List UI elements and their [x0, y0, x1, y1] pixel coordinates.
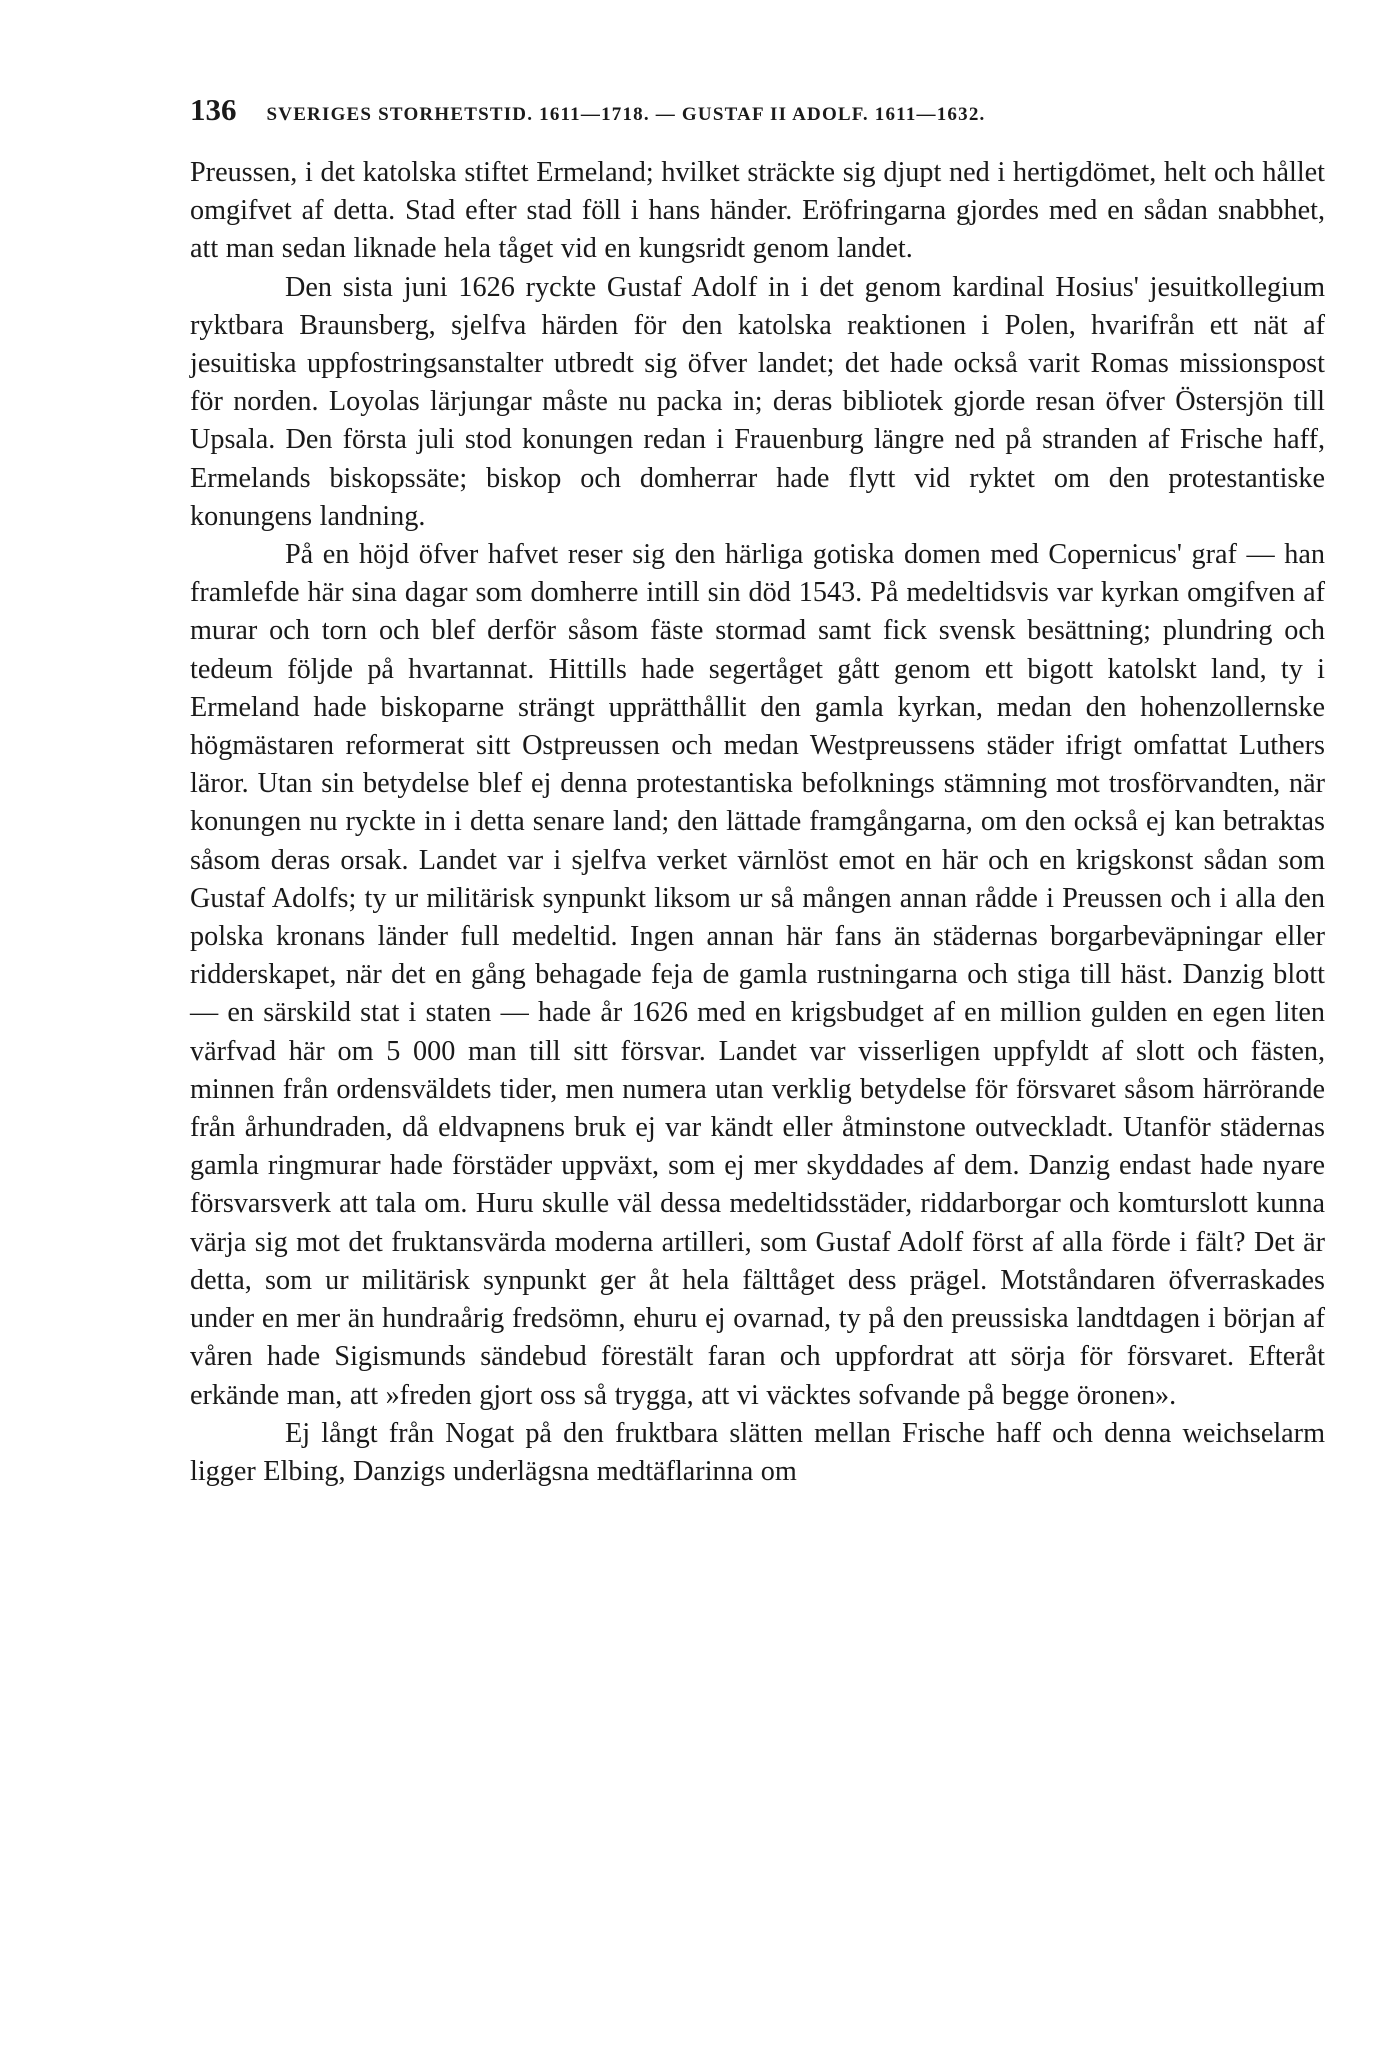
page-number: 136 — [190, 92, 237, 127]
paragraph: Den sista juni 1626 ryckte Gustaf Adolf in i det genom kardinal Hosius' jesuitkollegium ryktbara Braunsberg, sjelfva härden för den katolska reaktionen i Polen, hvarifrån ett nät af jesuitiska uppfostringsanstalter utbredt sig öfver landet; det hade också varit Romas missionspost för norden. Loyolas lärjungar måste nu packa in; deras bibliotek gjorde resan öfver Östersjön till Upsala. Den första juli stod konungen redan i Frauenburg längre ned på stranden af Frische haff, Ermelands biskopssäte; biskop och domherrar hade flytt vid ryktet om den protestantiske konungens landning. — [190, 271, 1325, 532]
page — [190, 92, 1325, 1491]
paragraph: Ej långt från Nogat på den fruktbara slätten mellan Frische haff och denna weichselarm ligger Elbing, Danzigs underlägsna medtäflarinna om — [190, 1417, 1325, 1487]
running-head — [190, 92, 1325, 132]
body-text — [190, 154, 1325, 1491]
running-head-title: SVERIGES STORHETSTID. 1611—1718. — GUSTAF II ADOLF. 1611—1632. — [266, 104, 986, 125]
paragraph: Preussen, i det katolska stiftet Ermeland; hvilket sträckte sig djupt ned i hertigdömet, helt och hållet omgifvet af detta. Stad efter stad föll i hans händer. Eröfringarna gjordes med en sådan snabbhet, att man sedan liknade hela tåget vid en kungsridt genom landet. — [190, 157, 1325, 265]
paragraph: På en höjd öfver hafvet reser sig den härliga gotiska domen med Copernicus' graf — han framlefde här sina dagar som domherre intill sin död 1543. På medeltidsvis var kyrkan omgifven af murar och torn och blef derför såsom fäste stormad samt fick svensk besättning; plundring och tedeum följde på hvartannat. Hittills hade segertåget gått genom ett bigott katolskt land, ty i Ermeland hade biskoparne strängt upprätthållit den gamla kyrkan, medan den hohenzollernske högmästaren reformerat sitt Ostpreussen och medan Westpreussens städer ifrigt omfattat Luthers läror. Utan sin betydelse blef ej denna protestantiska befolknings stämning mot trosförvandten, när konungen nu ryckte in i detta senare land; den lättade framgångarna, om den också ej kan betraktas såsom deras orsak. Landet var i sjelfva verket värnlöst emot en här och en krigskonst sådan som Gustaf Adolfs; ty ur militärisk synpunkt liksom ur så mången annan rådde i Preussen och i alla den polska kronans länder full medeltid. Ingen annan här fans än städernas borgarbeväpningar eller ridderskapet, när det en gång behagade feja de gamla rustningarna och stiga till häst. Danzig blott — en särskild stat i staten — hade år 1626 med en krigsbudget af en million gulden en egen liten värfvad här om 5 000 man till sitt försvar. Landet var visserligen uppfyldt af slott och fästen, minnen från ordensväldets tider, men numera utan verklig betydelse för försvaret såsom härrörande från århundraden, då eldvapnens bruk ej var kändt eller åtminstone outveckladt. Utanför städernas gamla ringmurar hade förstäder uppväxt, som ej mer skyddades af dem. Danzig endast hade nyare försvarsverk att tala om. Huru skulle väl dessa medeltidsstäder, riddarborgar och komturslott kunna värja sig mot det fruktansvärda moderna artilleri, som Gustaf Adolf först af alla förde i fält? Det är detta, som ur militärisk synpunkt ger åt hela fälttåget dess prägel. Motståndaren öfverraskades under en mer än hundraårig fredsömn, ehuru ej ovarnad, ty på den preussiska landtdagen i början af våren hade Sigismunds sändebud förestält faran och uppfordrat att sörja för försvaret. Efteråt erkände man, att »freden gjort oss så trygga, att vi väcktes sofvande på begge öronen». — [190, 539, 1325, 1411]
